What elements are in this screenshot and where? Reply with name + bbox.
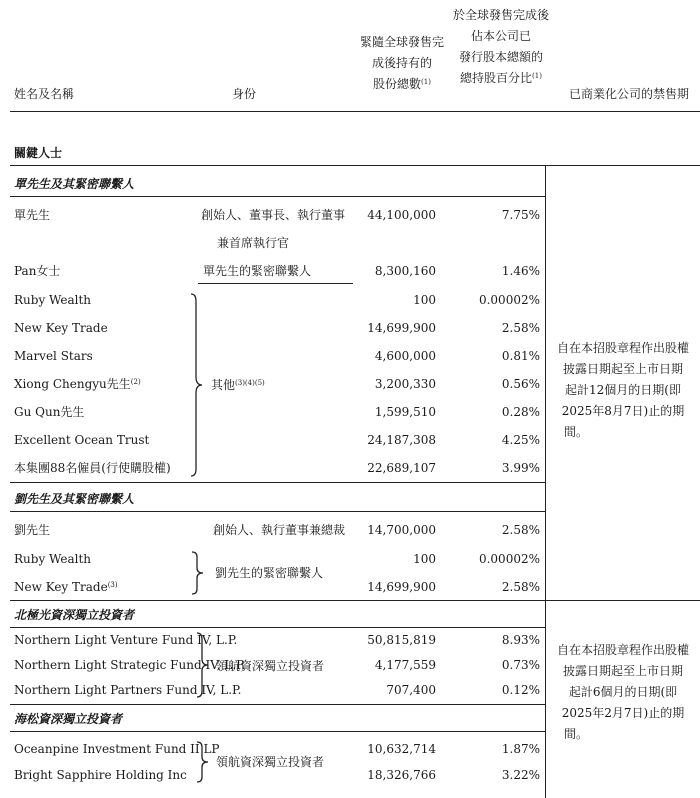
row-percentage: 0.12%: [501, 683, 540, 697]
row-name: New Key Trade$^{(3)}$: [14, 580, 118, 594]
row-name: Northern Light Venture Fund IV, L.P.: [14, 633, 238, 647]
liu-associate-label: 劉先生的緊密聯繫人: [215, 566, 324, 580]
header-identity: 身份: [232, 87, 257, 101]
others-label: 其他$^{(3)(4)(5)}$: [211, 378, 265, 392]
section-title-oceanpine: 海松資深獨立投資者: [14, 712, 123, 726]
section-title-shan: 單先生及其緊密聯繫人: [14, 177, 135, 191]
row-shares: 50,815,819: [367, 633, 436, 647]
row-percentage: 0.81%: [501, 349, 540, 363]
section-rule-shan: [10, 196, 545, 197]
row-shares: 10,632,714: [367, 742, 436, 756]
row-shares: 4,177,559: [374, 658, 436, 672]
row-name: New Key Trade: [14, 321, 108, 335]
identity-underline: [198, 283, 353, 284]
row-percentage: 1.87%: [501, 742, 540, 756]
lockup-divider-1: [545, 166, 546, 600]
row-name: Ruby Wealth: [14, 552, 92, 566]
section-rule-oceanpine-top: [10, 704, 545, 705]
brace-liu-associates: [191, 551, 205, 595]
row-name: Ruby Wealth: [14, 293, 92, 307]
row-percentage: 2.58%: [501, 523, 540, 537]
row-name: 單先生: [14, 208, 51, 222]
header-name: 姓名及名稱: [14, 87, 75, 101]
brace-others: [190, 293, 204, 477]
row-name: Gu Qun先生: [14, 405, 85, 419]
row-shares: 707,400: [386, 683, 436, 697]
lockup-12-months: 自在本招股章程作出股權 披露日期起至上市日期 起計12個月的日期(即 2025年8月7日)止的期 間。: [556, 341, 689, 439]
row-identity: 創始人、董事長、執行董事: [201, 208, 346, 222]
row-percentage: 2.58%: [501, 580, 540, 594]
header-rule: [10, 111, 700, 112]
row-percentage: 2.58%: [501, 321, 540, 335]
row-percentage: 0.73%: [501, 658, 540, 672]
row-name: Marvel Stars: [14, 349, 93, 363]
group-title: 關鍵人士: [14, 146, 63, 160]
row-shares: 100: [413, 293, 436, 307]
row-name: Northern Light Partners Fund IV, L.P.: [14, 683, 242, 697]
header-lockup: 已商業化公司的禁售期: [568, 87, 689, 101]
header-percentage: 於全球發售完成後 佔本公司已 發行股本總額的 總持股百分比$^{(1)}$: [452, 8, 549, 85]
row-name: Excellent Ocean Trust: [14, 433, 150, 447]
lockup-divider-2: [545, 601, 546, 798]
row-shares: 4,600,000: [374, 349, 436, 363]
lockup-6-months: 自在本招股章程作出股權 披露日期起至上市日期 起計6個月的日期(即 2025年2月7日)止的期 間。: [556, 643, 689, 741]
row-percentage: 0.28%: [501, 405, 540, 419]
row-percentage: 0.00002%: [478, 552, 540, 566]
row-shares: 24,187,308: [367, 433, 436, 447]
row-percentage: 1.46%: [501, 264, 540, 278]
row-identity: 創始人、執行董事兼總裁: [213, 523, 346, 537]
row-identity: 單先生的緊密聯繫人: [203, 264, 312, 278]
row-shares: 18,326,766: [367, 768, 436, 782]
header-shares: 緊隨全球發售完 成後持有的 股份總數$^{(1)}$: [359, 35, 444, 91]
section-rule-northern: [10, 627, 545, 628]
section-title-northern: 北極光資深獨立投資者: [14, 608, 135, 622]
row-shares: 14,700,000: [367, 523, 436, 537]
brace-northern: [196, 632, 210, 698]
row-name: Xiong Chengyu先生$^{(2)}$: [14, 377, 141, 391]
row-name: 劉先生: [14, 523, 51, 537]
brace-oceanpine: [196, 741, 210, 783]
group-rule: [10, 165, 700, 166]
row-name: Bright Sapphire Holding Inc: [14, 768, 187, 782]
row-shares: 14,699,900: [367, 321, 436, 335]
oceanpine-identity: 領航資深獨立投資者: [216, 755, 325, 769]
row-name: Oceanpine Investment Fund II LP: [14, 742, 220, 756]
row-shares: 8,300,160: [374, 264, 436, 278]
row-name: 本集團88名僱員(行使購股權): [14, 461, 171, 475]
row-shares: 100: [413, 552, 436, 566]
row-identity-line2: 兼首席執行官: [217, 236, 290, 250]
row-percentage: 0.56%: [501, 377, 540, 391]
northern-identity: 領航資深獨立投資者: [216, 659, 325, 673]
row-percentage: 7.75%: [501, 208, 540, 222]
section-rule-liu: [10, 511, 545, 512]
row-percentage: 4.25%: [501, 433, 540, 447]
section-title-liu: 劉先生及其緊密聯繫人: [14, 492, 135, 506]
section-rule-oceanpine: [10, 731, 545, 732]
row-name: Pan女士: [14, 264, 61, 278]
row-percentage: 3.22%: [501, 768, 540, 782]
row-shares: 44,100,000: [367, 208, 436, 222]
row-shares: 22,689,107: [367, 461, 436, 475]
row-name: Northern Light Strategic Fund IV, L.P.: [14, 658, 246, 672]
row-percentage: 0.00002%: [478, 293, 540, 307]
row-shares: 1,599,510: [374, 405, 436, 419]
group-end-rule: [10, 600, 700, 601]
row-percentage: 8.93%: [501, 633, 540, 647]
section-rule-liu-top: [10, 482, 545, 483]
row-percentage: 3.99%: [501, 461, 540, 475]
row-shares: 3,200,330: [374, 377, 436, 391]
row-shares: 14,699,900: [367, 580, 436, 594]
